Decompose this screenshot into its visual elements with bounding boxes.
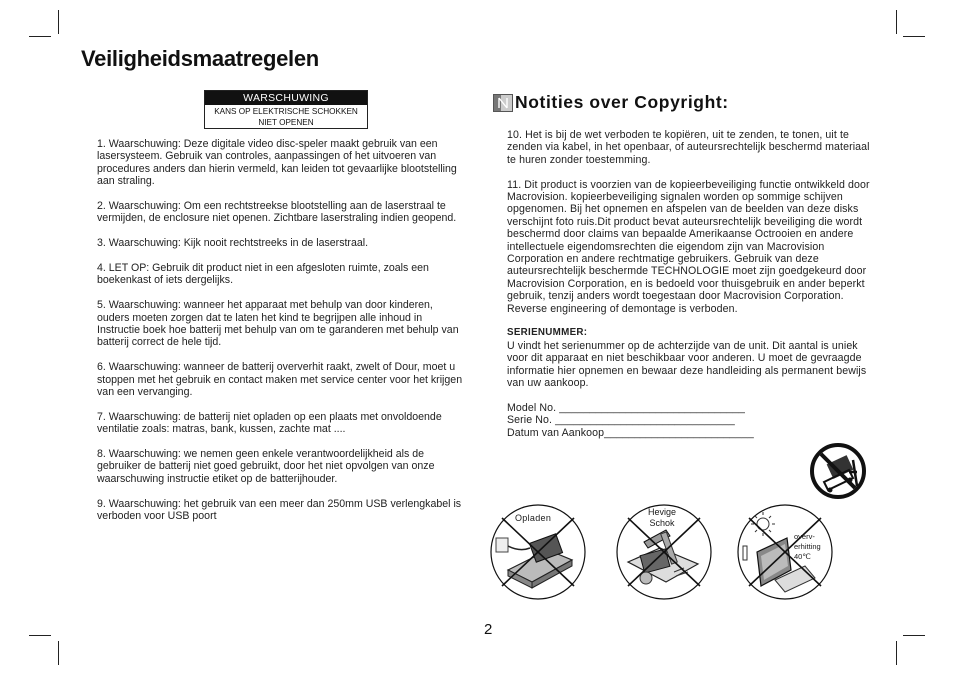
warning-paragraph: 6. Waarschuwing: wanneer de batterij oververhit raakt, zwelt of Dour, moet u stoppen met het gebruik en contact maken met service center voor het krijgen van een vervanging. — [97, 361, 463, 399]
overheating-label-line: erhitting — [794, 542, 821, 551]
warning-header: WARSCHUWING — [205, 91, 367, 105]
copyright-paragraph: 10. Het is bij de wet verboden te kopiëren, uit te zenden, te tonen, uit te zenden via kabel, in het openbaar, of auteursrechtelijk beschermd materiaal te huren zonder toestemming. — [507, 129, 870, 166]
copyright-heading-text: Notities over Copyright: — [515, 92, 729, 112]
shock-label-line: Hevige — [647, 507, 676, 517]
warning-paragraph: 2. Waarschuwing: Om een rechtstreekse blootstelling aan de laserstraal te vermijden, de enclosure niet openen. Zichtbare laserstraling indien geopend. — [97, 200, 457, 225]
warning-paragraph: 3. Waarschuwing: Kijk nooit rechtstreeks in de laserstraal. — [97, 237, 369, 250]
overheating-temperature: 40℃ — [794, 552, 811, 561]
copyright-badge-icon — [493, 94, 513, 112]
no-cart-tipover-icon — [809, 442, 867, 500]
overheating-label — [794, 532, 821, 562]
warning-line: NIET OPENEN — [258, 118, 314, 127]
shock-label — [642, 507, 682, 529]
serial-number-field: Serie No. ______________________________ — [507, 414, 735, 427]
copyright-notes — [507, 129, 879, 439]
warning-paragraph: 4. LET OP: Gebruik dit product niet in een afgesloten ruimte, zoals een boekenkast of iets dergelijks. — [97, 262, 429, 287]
warning-line: KANS OP ELEKTRISCHE SCHOKKEN — [214, 107, 358, 116]
safety-warnings-list — [97, 138, 463, 535]
warning-box — [204, 90, 368, 129]
overheating-label-line: overv- — [794, 532, 815, 541]
crop-mark — [29, 36, 51, 37]
warning-paragraph: 5. Waarschuwing: wanneer het apparaat met behulp van door kinderen, ouders moeten zorgen dat te laten het kind te begrijpen alle inhoud in Instructie boek hoe batterij met behulp van om te garanderen met behulp van batterij correct de hele tijd. — [97, 299, 459, 349]
purchase-fields — [507, 402, 879, 439]
charging-label: Opladen — [515, 513, 552, 523]
warning-body — [205, 105, 367, 128]
crop-mark — [58, 10, 59, 34]
copyright-paragraph: 11. Dit product is voorzien van de kopieerbeveiliging functie ontwikkeld door Macrovision. kopieerbeveiliging signalen worden op sommige schijven opgenomen. Bij het opnemen en afspelen van de beelden van deze disks verschijnt foto ruis.Dit product bevat auteursrechtelijk beveiliging die wordt beschermd door claims van bepaalde Amerikaanse Octrooien en andere intellectuele eigendomsrechten die eigendom zijn van Macrovision Corporation en andere rechtmatige gebruikers. Gebruik van deze auteursrechtelijk beschermde TECHNOLOGIE moet zijn goedgekeurd door Macrovision Corporation, en is bedoeld voor thuisgebruik en ander beperkt gebruik, tenzij anders wordt toegestaan door Macrovision Corporation. Reverse engineering of demontage is verboden. — [507, 178, 870, 315]
shock-label-line: Schok — [649, 518, 675, 528]
crop-mark — [896, 10, 897, 34]
serial-paragraph: U vindt het serienummer op de achterzijde van de unit. Dit aantal is uniek voor dit apparaat en niet beschikbaar voor anderen. U moet de gevraagde informatie hier opnemen en bewaar deze handleiding als permanent bewijs van uw aankoop. — [507, 339, 867, 390]
warning-paragraph: 1. Waarschuwing: Deze digitale video disc-speler maakt gebruik van een lasersysteem. Gebruik van controles, aanpassingen of het uitvoeren van procedures anders dan hierin vermeld, kan leiden tot gevaarlijke blootstelling aan straling. — [97, 138, 457, 188]
crop-mark — [58, 641, 59, 665]
copyright-heading — [493, 92, 729, 113]
warning-paragraph: 9. Waarschuwing: het gebruik van een meer dan 250mm USB verlengkabel is verboden voor USB poort — [97, 497, 462, 523]
crop-mark — [896, 641, 897, 665]
serial-heading: SERIENUMMER: — [507, 327, 588, 339]
crop-mark — [903, 36, 925, 37]
crop-mark — [903, 635, 925, 636]
page-title: Veiligheidsmaatregelen — [81, 46, 319, 71]
warning-paragraph: 8. Waarschuwing: we nemen geen enkele verantwoordelijkheid als de gebruiker de batterij niet goed gebruikt, door het niet opvolgen van onze waarschuwing instructie etiket op de batterijhouder. — [97, 448, 435, 485]
page-number: 2 — [484, 621, 493, 638]
warning-paragraph: 7. Waarschuwing: de batterij niet opladen op een plaats met onvoldoende ventilatie zoals: matras, bank, kussen, zachte mat .... — [97, 410, 442, 436]
model-number-field: Model No. _______________________________ — [507, 401, 745, 414]
purchase-date-field: Datum van Aankoop_________________________ — [507, 426, 754, 439]
crop-mark — [29, 635, 51, 636]
